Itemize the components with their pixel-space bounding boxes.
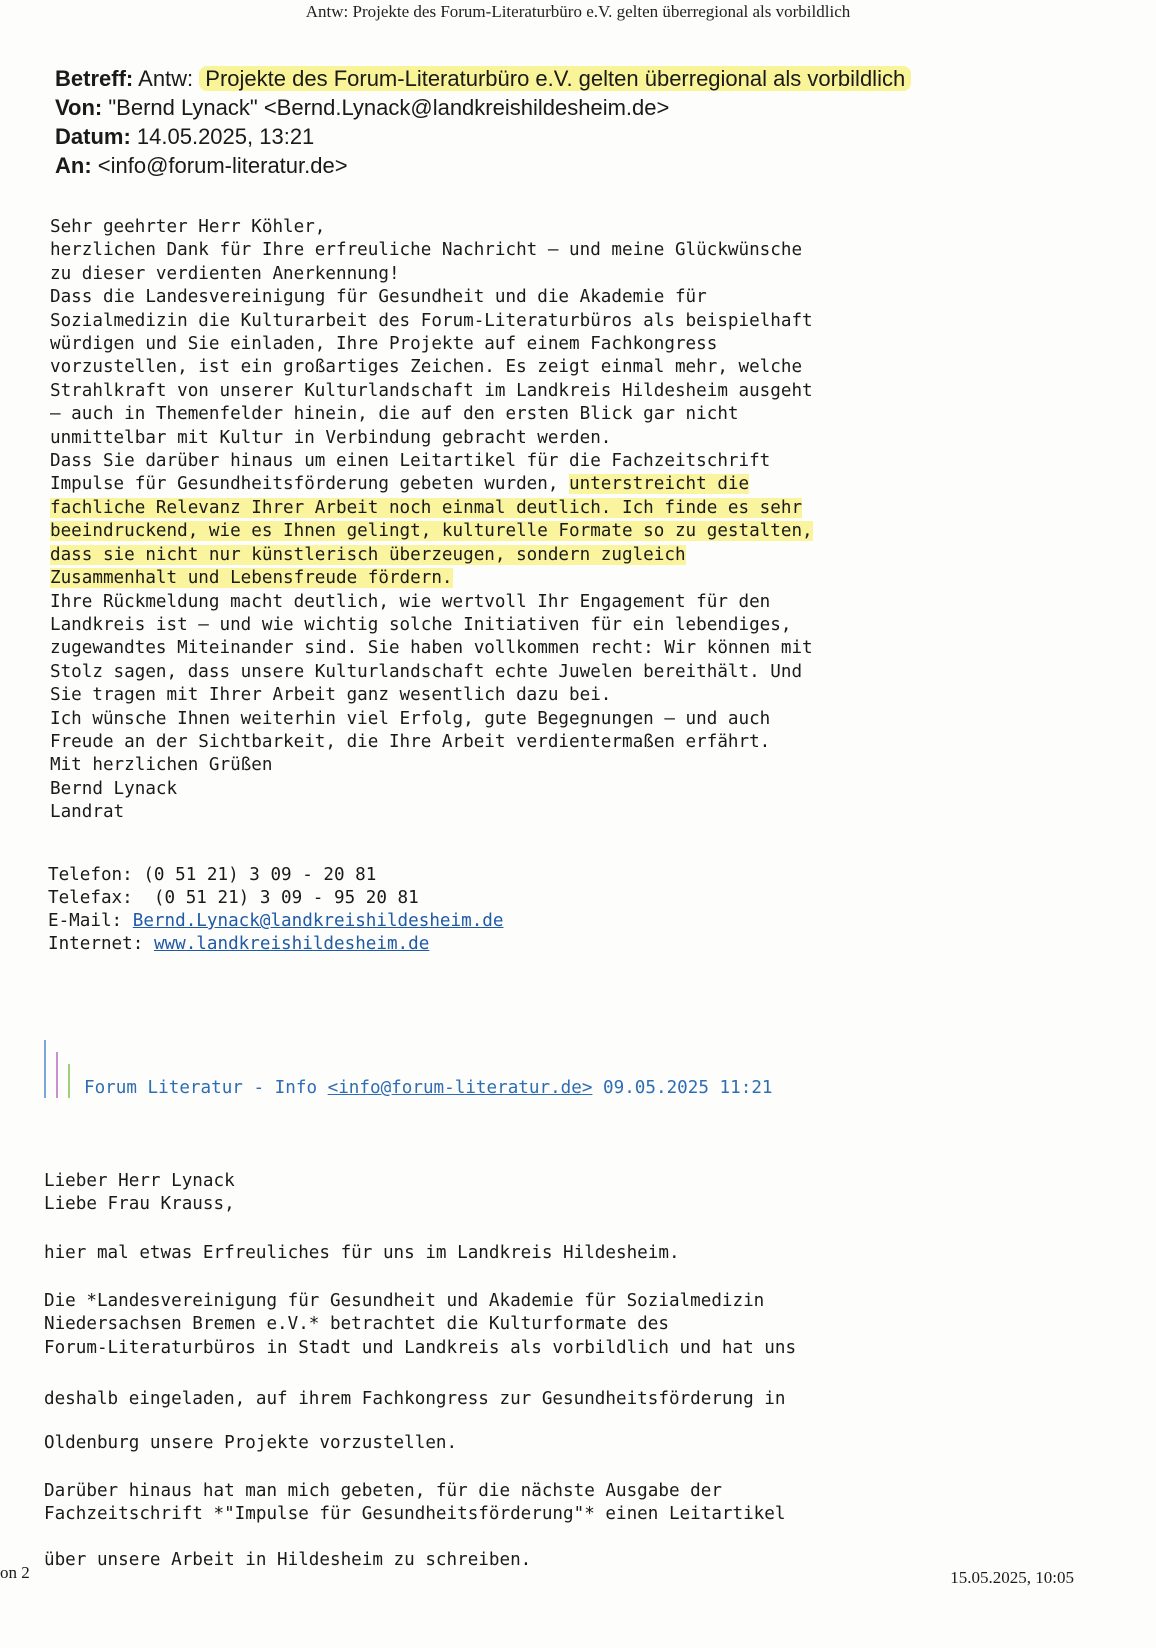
print-timestamp: 15.05.2025, 10:05 [950, 1568, 1074, 1587]
email-link[interactable]: Bernd.Lynack@landkreishildesheim.de [132, 911, 504, 931]
to-value: <info@forum-literatur.de> [97, 153, 348, 178]
forwarded-paragraph-2: Die *Landesvereinigung für Gesundheit und Akademie für Sozialmedizin Niedersachsen Bremen e.V.* betrachtet die Kulturformate des Forum-Literaturbüros in Stadt und Landkreis als vorbildlich und hat uns [44, 1291, 797, 1358]
phone-line: Telefon: (0 51 21) 3 09 - 20 81 [48, 865, 377, 885]
forwarded-paragraph-5: Darüber hinaus hat man mich gebeten, für die nächste Ausgabe der Fachzeitschrift *"Impulse für Gesundheitsförderung"* einen Leitartikel [44, 1481, 786, 1525]
date-value: 14.05.2025, 13:21 [136, 124, 315, 149]
quote-datetime: 09.05.2025 11:21 [592, 1078, 773, 1098]
to-row [55, 151, 911, 180]
subject-prefix: Antw: [138, 66, 194, 91]
page-number: on 2 [0, 1563, 30, 1582]
subject-label: Betreff: [55, 66, 134, 91]
from-value: "Bernd Lynack" <Bernd.Lynack@landkreishildesheim.de> [108, 95, 670, 120]
reply-highlighted-text: unterstreicht die fachliche Relevanz Ihrer Arbeit noch einmal deutlich. Ich finde es sehr beeindruckend, wie es Ihnen gelingt, kulturelle Formate so zu gestalten, dass sie nicht nur künstlerisch überzeugen, sondern zugleich Zusammenhalt und Lebensfreude fördern. [50, 474, 813, 589]
signature-contact [48, 864, 503, 956]
from-label: Von: [55, 95, 103, 120]
reply-body [50, 216, 813, 825]
reply-text-part2: Ihre Rückmeldung macht deutlich, wie wertvoll Ihr Engagement für den Landkreis ist – und wie wichtig solche Initiativen für ein lebendiges, zugewandtes Miteinander sind. Sie haben vollkommen recht: Wir können mit Stolz sagen, dass unsere Kulturlandschaft echte Juwelen bereithält. Und Sie tragen mit Ihrer Arbeit ganz wesentlich dazu bei. Ich wünsche Ihnen weiterhin viel Erfolg, gute Begegnungen – und auch Freude an der Sichtbarkeit, die Ihre Arbeit verdientermaßen erfährt. Mit herzlichen Grüßen Bernd Lynack Landrat [50, 591, 813, 823]
subject-row [55, 64, 911, 93]
website-link[interactable]: www.landkreishildesheim.de [153, 934, 430, 954]
page-title: Antw: Projekte des Forum-Literaturbüro e.V. gelten überregional als vorbildlich [305, 2, 851, 21]
fax-line: Telefax: (0 51 21) 3 09 - 95 20 81 [48, 888, 419, 908]
subject-text: Projekte des Forum-Literaturbüro e.V. gelten überregional als vorbildlich [199, 66, 911, 91]
reply-text-part1: Sehr geehrter Herr Köhler, herzlichen Dank für Ihre erfreuliche Nachricht – und meine Glückwünsche zu dieser verdienten Anerkennung! Dass die Landesvereinigung für Gesundheit und die Akademie für Sozialmedizin die Kulturarbeit des Forum-Literaturbüros als beispielhaft würdigen und Sie einladen, Ihre Projekte auf einem Fachkongress vorzustellen, ist ein großartiges Zeichen. Es zeigt einmal mehr, welche Strahlkraft von unserer Kulturlandschaft im Landkreis Hildesheim ausgeht – auch in Themenfelder hinein, die auf den ersten Blick gar nicht unmittelbar mit Kultur in Verbindung gebracht werden. Dass Sie darüber hinaus um einen Leitartikel für die Fachzeitschrift Impulse für Gesundheitsförderung gebeten wurden, [50, 217, 813, 495]
quoted-message-header [84, 1078, 773, 1098]
quote-bar-blue [44, 1040, 46, 1098]
email-header [55, 64, 911, 180]
from-row [55, 93, 911, 122]
forwarded-paragraph-6: über unsere Arbeit in Hildesheim zu schreiben. [44, 1550, 532, 1570]
to-label: An: [55, 153, 92, 178]
quote-bar-purple [56, 1052, 58, 1098]
forwarded-greeting: Lieber Herr Lynack Liebe Frau Krauss, [44, 1171, 235, 1215]
date-label: Datum: [55, 124, 131, 149]
quote-sender: Forum Literatur - Info [84, 1078, 328, 1098]
date-row [55, 122, 911, 151]
quote-address-link[interactable]: <info@forum-literatur.de> [327, 1078, 593, 1098]
forwarded-paragraph-4: Oldenburg unsere Projekte vorzustellen. [44, 1433, 458, 1453]
forwarded-paragraph-1: hier mal etwas Erfreuliches für uns im Landkreis Hildesheim. [44, 1243, 680, 1263]
quote-bar-green [68, 1064, 70, 1098]
email-label: E-Mail: [48, 911, 133, 931]
forwarded-paragraph-3: deshalb eingeladen, auf ihrem Fachkongress zur Gesundheitsförderung in [44, 1389, 786, 1409]
web-label: Internet: [48, 934, 154, 954]
